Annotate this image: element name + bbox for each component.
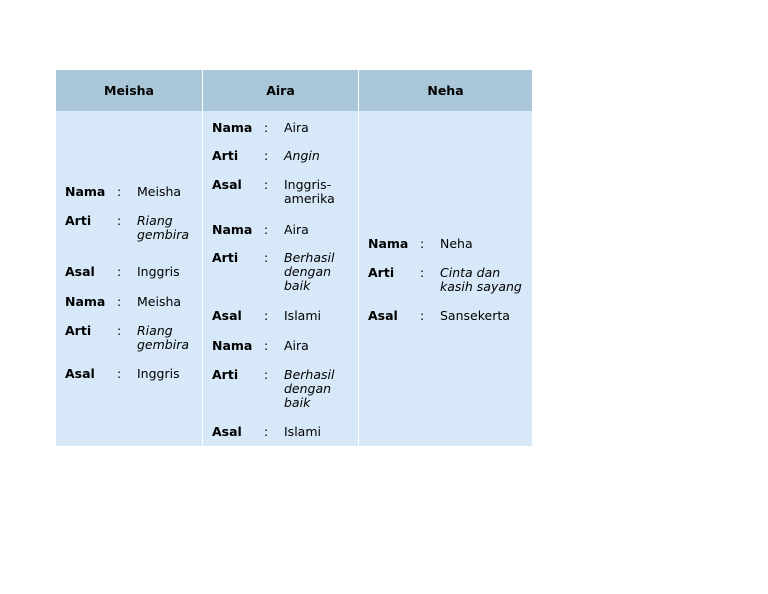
entry-colon: : <box>117 366 122 381</box>
entry-label: Nama <box>65 294 106 309</box>
entry-label: Arti <box>212 250 239 265</box>
entry-label: Asal <box>212 308 242 323</box>
column-neha <box>358 111 532 446</box>
entry-label: Asal <box>65 366 95 381</box>
entry-label: Nama <box>368 236 409 251</box>
entry-value: Inggris <box>137 366 180 381</box>
entry-colon: : <box>264 177 269 192</box>
entry-colon: : <box>264 338 269 353</box>
entry-colon: : <box>264 222 269 237</box>
entry-colon: : <box>264 148 269 163</box>
column-aira <box>202 111 358 446</box>
entry-label: Arti <box>212 367 239 382</box>
entry-label: Nama <box>212 222 253 237</box>
entry-colon: : <box>264 250 269 265</box>
entry-value: Neha <box>440 236 473 251</box>
entry-value: Sansekerta <box>440 308 510 323</box>
entry-value: Islami <box>284 308 321 323</box>
entry-label: Arti <box>65 323 92 338</box>
entry-value: Riang gembira <box>137 323 190 352</box>
entry-value: Angin <box>284 148 320 163</box>
entry-value: Meisha <box>137 294 182 309</box>
entry-value: Aira <box>284 338 309 353</box>
entry-label: Asal <box>65 264 95 279</box>
entry-colon: : <box>264 120 269 135</box>
entry-colon: : <box>117 264 122 279</box>
entry-value: Aira <box>284 222 309 237</box>
names-table <box>56 70 532 446</box>
header-meisha: Meisha <box>56 70 202 111</box>
column-meisha <box>56 111 202 446</box>
entry-colon: : <box>117 323 122 338</box>
entry-label: Arti <box>212 148 239 163</box>
entry-value: Inggris-amerika <box>284 177 335 206</box>
header-aira: Aira <box>202 70 358 111</box>
entry-colon: : <box>420 236 425 251</box>
entry-value: Berhasil dengan baik <box>284 250 335 293</box>
entry-colon: : <box>117 294 122 309</box>
entry-label: Asal <box>212 424 242 439</box>
header-neha: Neha <box>358 70 532 111</box>
entry-value: Cinta dan kasih sayang <box>440 265 522 294</box>
entry-value: Islami <box>284 424 321 439</box>
entry-label: Nama <box>212 338 253 353</box>
entry-label: Nama <box>212 120 253 135</box>
entry-colon: : <box>264 308 269 323</box>
entry-colon: : <box>420 265 425 280</box>
entry-label: Arti <box>65 213 92 228</box>
entry-value: Inggris <box>137 264 180 279</box>
entry-label: Arti <box>368 265 395 280</box>
entry-colon: : <box>117 213 122 228</box>
entry-colon: : <box>117 184 122 199</box>
entry-label: Nama <box>65 184 106 199</box>
entry-value: Aira <box>284 120 309 135</box>
entry-label: Asal <box>368 308 398 323</box>
entry-colon: : <box>264 424 269 439</box>
entry-colon: : <box>420 308 425 323</box>
entry-colon: : <box>264 367 269 382</box>
entry-value: Berhasil dengan baik <box>284 367 335 410</box>
entry-value: Riang gembira <box>137 213 190 242</box>
entry-value: Meisha <box>137 184 182 199</box>
entry-label: Asal <box>212 177 242 192</box>
